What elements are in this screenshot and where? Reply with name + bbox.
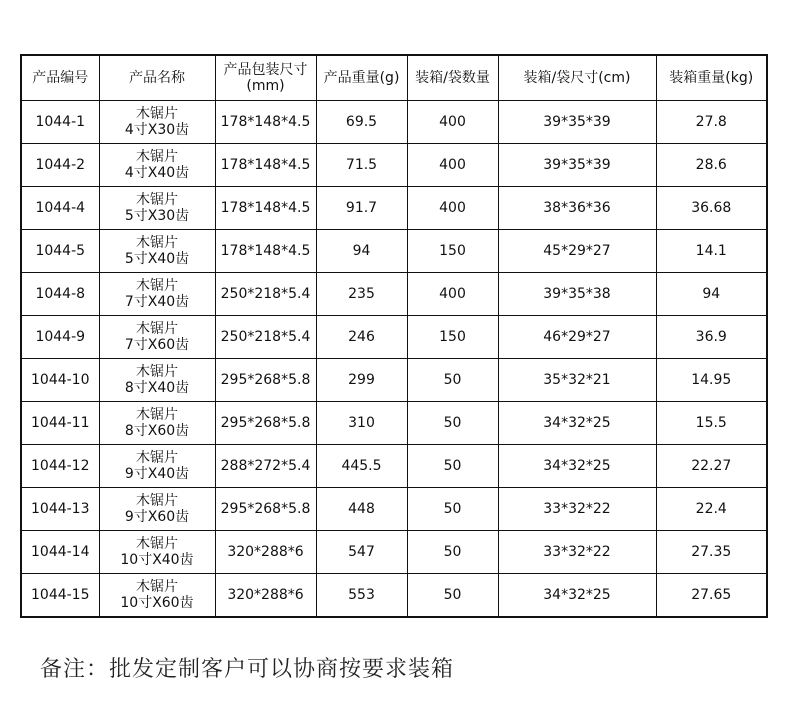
cell-box-size: 39*35*38 — [498, 273, 656, 316]
product-spec-line: 7寸X40齿 — [124, 294, 190, 310]
cell-product-weight: 299 — [316, 359, 407, 402]
table-row — [21, 187, 767, 230]
cell-box-weight: 27.8 — [656, 101, 767, 144]
cell-product-name — [99, 531, 215, 574]
cell-product-code: 1044-2 — [21, 144, 99, 187]
table-header-row — [21, 55, 767, 101]
cell-product-code: 1044-1 — [21, 101, 99, 144]
cell-product-code: 1044-10 — [21, 359, 99, 402]
product-spec-line: 9寸X40齿 — [124, 466, 190, 482]
product-spec-line: 4寸X40齿 — [124, 165, 190, 181]
header-box-weight: 装箱重量(kg) — [656, 55, 767, 101]
cell-product-code: 1044-12 — [21, 445, 99, 488]
cell-box-size: 34*32*25 — [498, 445, 656, 488]
table-row — [21, 402, 767, 445]
cell-product-name — [99, 359, 215, 402]
cell-box-weight: 94 — [656, 273, 767, 316]
cell-box-size: 33*32*22 — [498, 531, 656, 574]
product-spec-line: 10寸X60齿 — [120, 595, 194, 611]
table-row — [21, 316, 767, 359]
cell-box-weight: 27.35 — [656, 531, 767, 574]
table-body — [21, 101, 767, 618]
table-row — [21, 574, 767, 618]
cell-box-quantity: 50 — [407, 531, 498, 574]
cell-box-weight: 22.27 — [656, 445, 767, 488]
cell-box-weight: 15.5 — [656, 402, 767, 445]
header-box-size: 装箱/袋尺寸(cm) — [498, 55, 656, 101]
cell-box-weight: 14.1 — [656, 230, 767, 273]
cell-product-name — [99, 402, 215, 445]
cell-product-code: 1044-15 — [21, 574, 99, 618]
cell-package-size: 178*148*4.5 — [215, 187, 316, 230]
product-name-line: 木锯片 — [136, 363, 178, 380]
cell-package-size: 320*288*6 — [215, 574, 316, 618]
product-spec-line: 8寸X60齿 — [124, 423, 190, 439]
table-row — [21, 101, 767, 144]
product-name-line: 木锯片 — [136, 492, 178, 509]
cell-box-weight: 28.6 — [656, 144, 767, 187]
cell-package-size: 295*268*5.8 — [215, 359, 316, 402]
cell-product-weight: 547 — [316, 531, 407, 574]
product-spec-line: 9寸X60齿 — [124, 509, 190, 525]
header-product-code: 产品编号 — [21, 55, 99, 101]
product-name-line: 木锯片 — [136, 277, 178, 294]
table-row — [21, 359, 767, 402]
cell-package-size: 178*148*4.5 — [215, 144, 316, 187]
cell-product-weight: 235 — [316, 273, 407, 316]
cell-box-weight: 36.9 — [656, 316, 767, 359]
table-row — [21, 488, 767, 531]
cell-box-size: 33*32*22 — [498, 488, 656, 531]
product-name-line: 木锯片 — [136, 234, 178, 251]
cell-package-size: 250*218*5.4 — [215, 273, 316, 316]
product-spec-line: 10寸X40齿 — [120, 552, 194, 568]
cell-box-quantity: 50 — [407, 359, 498, 402]
cell-package-size: 295*268*5.8 — [215, 402, 316, 445]
cell-product-name — [99, 101, 215, 144]
header-product-name: 产品名称 — [99, 55, 215, 101]
header-product-weight: 产品重量(g) — [316, 55, 407, 101]
product-name-line: 木锯片 — [136, 449, 178, 466]
cell-product-name — [99, 316, 215, 359]
cell-box-quantity: 150 — [407, 316, 498, 359]
cell-product-weight: 246 — [316, 316, 407, 359]
cell-product-code: 1044-5 — [21, 230, 99, 273]
product-name-line: 木锯片 — [136, 191, 178, 208]
cell-box-quantity: 400 — [407, 101, 498, 144]
table-row — [21, 230, 767, 273]
cell-box-quantity: 400 — [407, 187, 498, 230]
product-name-line: 木锯片 — [136, 535, 178, 552]
cell-package-size: 178*148*4.5 — [215, 101, 316, 144]
cell-product-code: 1044-11 — [21, 402, 99, 445]
cell-box-quantity: 400 — [407, 273, 498, 316]
cell-box-quantity: 50 — [407, 488, 498, 531]
cell-box-size: 45*29*27 — [498, 230, 656, 273]
product-spec-line: 8寸X40齿 — [124, 380, 190, 396]
cell-product-name — [99, 445, 215, 488]
product-name-line: 木锯片 — [136, 578, 178, 595]
cell-product-weight: 71.5 — [316, 144, 407, 187]
table-row — [21, 531, 767, 574]
cell-product-name — [99, 574, 215, 618]
cell-box-size: 46*29*27 — [498, 316, 656, 359]
cell-box-weight: 14.95 — [656, 359, 767, 402]
product-name-line: 木锯片 — [136, 320, 178, 337]
cell-product-weight: 448 — [316, 488, 407, 531]
product-spec-line: 7寸X60齿 — [124, 337, 190, 353]
cell-box-quantity: 50 — [407, 445, 498, 488]
product-name-line: 木锯片 — [136, 148, 178, 165]
cell-product-weight: 91.7 — [316, 187, 407, 230]
cell-box-quantity: 50 — [407, 574, 498, 618]
cell-product-name — [99, 230, 215, 273]
cell-box-size: 34*32*25 — [498, 402, 656, 445]
cell-package-size: 250*218*5.4 — [215, 316, 316, 359]
product-name-line: 木锯片 — [136, 105, 178, 122]
cell-product-weight: 94 — [316, 230, 407, 273]
cell-box-weight: 27.65 — [656, 574, 767, 618]
cell-package-size: 178*148*4.5 — [215, 230, 316, 273]
table-row — [21, 144, 767, 187]
cell-product-code: 1044-8 — [21, 273, 99, 316]
cell-product-name — [99, 144, 215, 187]
product-spec-line: 4寸X30齿 — [124, 122, 190, 138]
cell-box-size: 39*35*39 — [498, 101, 656, 144]
cell-product-name — [99, 187, 215, 230]
cell-package-size: 288*272*5.4 — [215, 445, 316, 488]
cell-product-weight: 445.5 — [316, 445, 407, 488]
cell-box-size: 35*32*21 — [498, 359, 656, 402]
cell-product-code: 1044-14 — [21, 531, 99, 574]
cell-box-size: 38*36*36 — [498, 187, 656, 230]
cell-box-weight: 22.4 — [656, 488, 767, 531]
cell-product-code: 1044-9 — [21, 316, 99, 359]
cell-product-name — [99, 273, 215, 316]
cell-box-size: 39*35*39 — [498, 144, 656, 187]
cell-package-size: 320*288*6 — [215, 531, 316, 574]
cell-product-weight: 310 — [316, 402, 407, 445]
product-spec-table — [20, 54, 768, 618]
product-name-line: 木锯片 — [136, 406, 178, 423]
cell-product-weight: 553 — [316, 574, 407, 618]
header-box-quantity: 装箱/袋数量 — [407, 55, 498, 101]
table-row — [21, 273, 767, 316]
product-spec-line: 5寸X30齿 — [124, 208, 190, 224]
cell-product-weight: 69.5 — [316, 101, 407, 144]
cell-package-size: 295*268*5.8 — [215, 488, 316, 531]
remark-note: 备注：批发定制客户可以协商按要求装箱 — [40, 657, 455, 682]
cell-box-size: 34*32*25 — [498, 574, 656, 618]
product-spec-line: 5寸X40齿 — [124, 251, 190, 267]
cell-box-quantity: 400 — [407, 144, 498, 187]
cell-box-quantity: 150 — [407, 230, 498, 273]
cell-product-code: 1044-13 — [21, 488, 99, 531]
cell-product-name — [99, 488, 215, 531]
table-row — [21, 445, 767, 488]
cell-box-weight: 36.68 — [656, 187, 767, 230]
header-package-size: 产品包装尺寸(mm) — [215, 55, 316, 101]
cell-box-quantity: 50 — [407, 402, 498, 445]
cell-product-code: 1044-4 — [21, 187, 99, 230]
